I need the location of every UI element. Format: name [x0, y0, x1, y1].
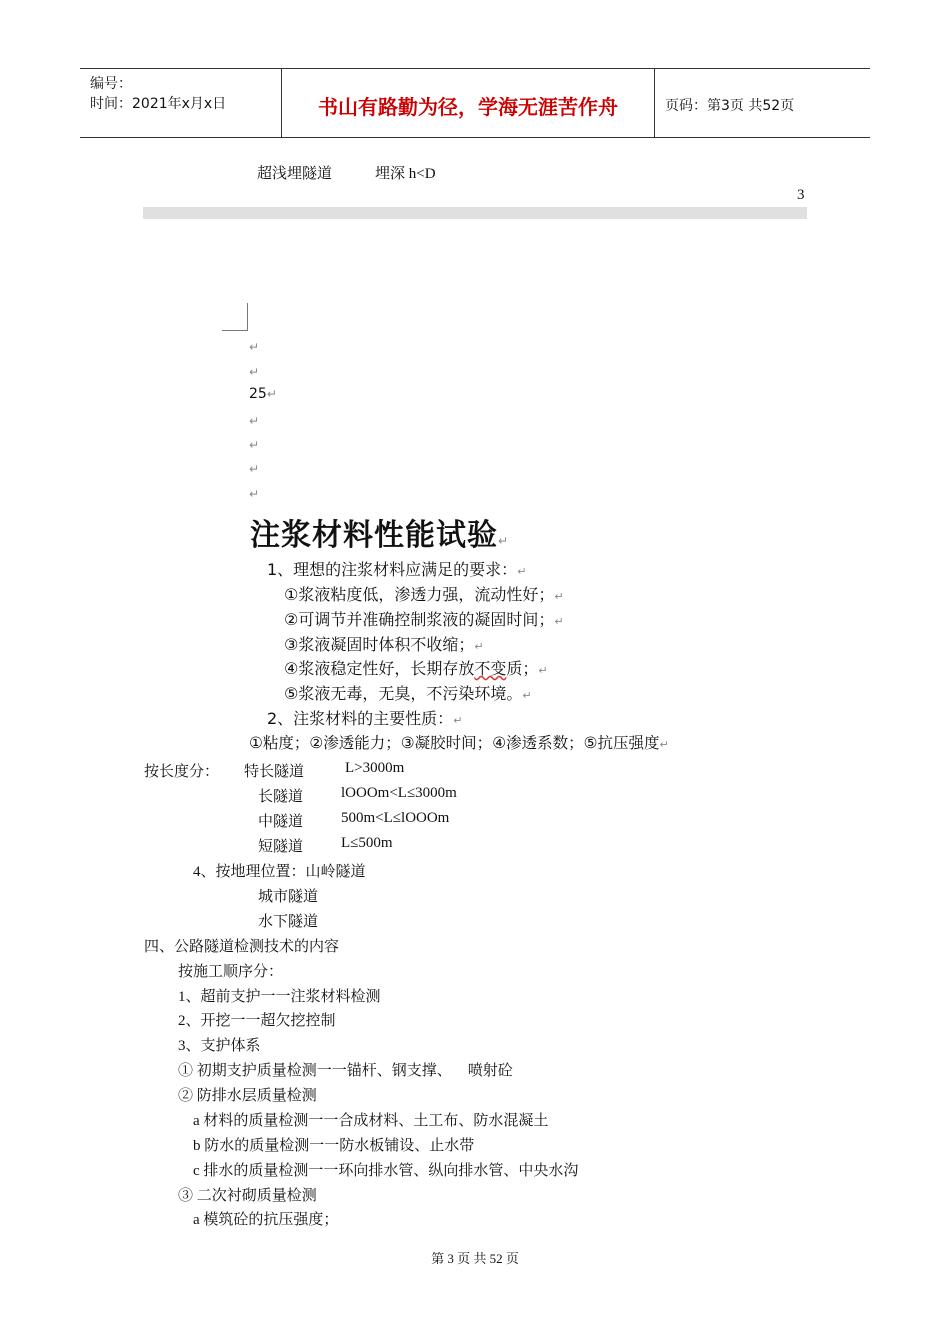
requirement-3: ③浆液凝固时体积不收缩；↵	[284, 635, 484, 654]
embedded-title: 注浆材料性能试验↵	[250, 518, 510, 553]
section-four-heading: 四、公路隧道检测技术的内容	[144, 939, 340, 955]
crop-mark-vertical	[247, 303, 248, 331]
requirement-2: ②可调节并准确控制浆液的凝固时间；↵	[284, 610, 564, 629]
subitem-2c: c 排水的质量检测一一环向排水管、纵向排水管、中央水沟	[193, 1163, 579, 1179]
subitem-2b: b 防水的质量检测一一防水板铺设、止水带	[193, 1138, 475, 1154]
requirement-4: ④浆液稳定性好，长期存放不变质；↵	[284, 659, 548, 678]
paragraph-mark-icon: ↵	[249, 438, 260, 452]
page-mark: 3	[797, 187, 805, 203]
requirements-heading: 1、理想的注浆材料应满足的要求：↵	[267, 560, 527, 579]
embedded-number: 25↵	[249, 386, 277, 402]
paragraph-mark-icon: ↵	[498, 534, 510, 548]
length-medium: 中隧道	[258, 814, 304, 830]
item-2: 2、开挖一一超欠挖控制	[178, 1013, 336, 1029]
paragraph-mark-icon: ↵	[659, 738, 669, 751]
length-label: 按长度分：	[144, 764, 220, 780]
line-ultra-shallow: 超浅埋隧道	[257, 166, 333, 182]
subitem-2a: a 材料的质量检测一一合成材料、土工布、防水混凝土	[193, 1113, 549, 1129]
subitem-1: ① 初期支护质量检测一一锚杆、钢支撑、 喷射砼	[178, 1063, 513, 1079]
time-label: 时间：2021年x月x日	[90, 96, 227, 112]
paragraph-mark-icon: ↵	[249, 487, 260, 501]
properties-list: ①粘度；②渗透能力；③凝胶时间；④渗透系数；⑤抗压强度↵	[249, 734, 669, 752]
properties-heading: 2、注浆材料的主要性质：↵	[267, 709, 463, 728]
crop-mark-horizontal	[222, 330, 248, 331]
geo-underwater: 水下隧道	[258, 914, 319, 930]
paragraph-mark-icon: ↵	[249, 365, 260, 379]
order-label: 按施工顺序分：	[178, 964, 284, 980]
paragraph-mark-icon: ↵	[522, 689, 532, 702]
motto: 书山有路勤为径，学海无涯苦作舟	[318, 95, 618, 119]
header-cell-center	[282, 69, 655, 137]
subitem-2: ② 防排水层质量检测	[178, 1088, 317, 1104]
length-long: 长隧道	[258, 789, 304, 805]
paragraph-mark-icon: ↵	[474, 640, 484, 653]
geo-heading: 4、按地理位置：山岭隧道	[193, 864, 366, 880]
paragraph-mark-icon: ↵	[249, 340, 260, 354]
length-medium-value: 500m<L≤lOOOm	[341, 810, 450, 826]
paragraph-mark-icon: ↵	[554, 615, 564, 628]
subitem-3a: a 模筑砼的抗压强度；	[193, 1212, 339, 1228]
paragraph-mark-icon: ↵	[517, 565, 527, 578]
length-short-value: L≤500m	[341, 835, 393, 851]
paragraph-mark-icon: ↵	[538, 664, 548, 677]
requirement-1: ①浆液粘度低，渗透力强，流动性好；↵	[284, 585, 564, 604]
item-3: 3、支护体系	[178, 1038, 261, 1054]
item-1: 1、超前支护一一注浆材料检测	[178, 989, 381, 1005]
separator-band	[143, 207, 807, 219]
header-cell-right	[656, 69, 870, 137]
subitem-3: ③ 二次衬砌质量检测	[178, 1188, 317, 1204]
paragraph-mark-icon: ↵	[554, 590, 564, 603]
paragraph-mark-icon: ↵	[453, 714, 463, 727]
paragraph-mark-icon: ↵	[249, 414, 260, 428]
line-depth: 埋深 h<D	[375, 166, 436, 182]
length-extra-long-value: L>3000m	[345, 760, 405, 776]
geo-city: 城市隧道	[258, 889, 319, 905]
header-table	[80, 68, 870, 138]
paragraph-mark-icon: ↵	[249, 462, 260, 476]
length-extra-long: 特长隧道	[244, 764, 305, 780]
paragraph-mark-icon: ↵	[266, 387, 277, 401]
requirement-5: ⑤浆液无毒，无臭，不污染环境。↵	[284, 684, 532, 703]
length-short: 短隧道	[258, 839, 304, 855]
number-label: 编号：	[90, 76, 132, 92]
length-long-value: lOOOm<L≤3000m	[341, 785, 457, 801]
page-info: 页码：第3页 共52页	[665, 98, 795, 114]
header-cell-left	[80, 69, 282, 137]
page-footer: 第 3 页 共 52 页	[431, 1251, 519, 1266]
